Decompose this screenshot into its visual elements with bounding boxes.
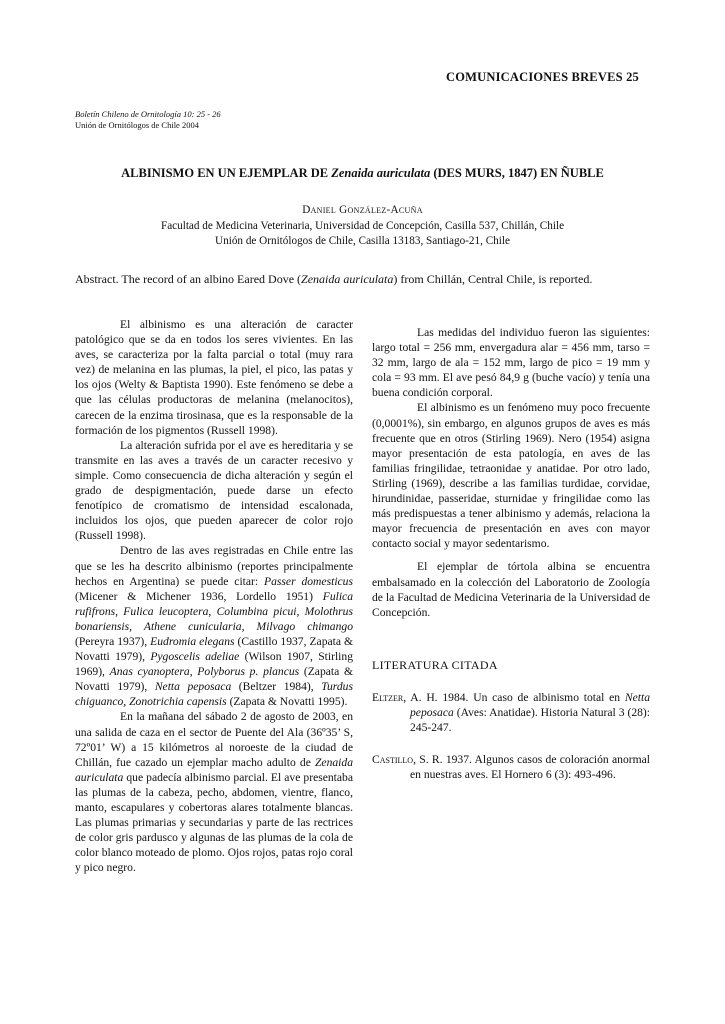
author-name: Daniel González-Acuña bbox=[302, 204, 423, 216]
abstract-text: Abstract. The record of an albino Eared Dove ( bbox=[75, 272, 302, 286]
journal-citation bbox=[75, 109, 221, 131]
author-affiliation-2: Unión de Ornitólogos de Chile, Casilla 13183, Santiago-21, Chile bbox=[215, 235, 510, 247]
paragraph-5: Las medidas del individuo fueron las siguientes: largo total = 256 mm, envergadura alar = 456 mm, tarso = 32 mm, largo de ala = 152 mm, largo de pico = 19 mm y cola = 93 mm. El ave pesó 84,9 g (buche vacío) y tenía una buena condición corporal. bbox=[372, 326, 650, 400]
journal-publisher: Unión de Ornitólogos de Chile 2004 bbox=[75, 120, 199, 130]
author-block bbox=[0, 203, 725, 250]
title-text: ALBINISMO EN UN EJEMPLAR DE bbox=[121, 166, 332, 180]
running-header: COMUNICACIONES BREVES 25 bbox=[445, 70, 639, 84]
reference-item: Castillo, S. R. 1937. Algunos casos de coloración anormal en nuestras aves. El Hornero 6 (3): 493-496. bbox=[372, 753, 650, 782]
author-affiliation-1: Facultad de Medicina Veterinaria, Universidad de Concepción, Casilla 537, Chillán, Chile bbox=[160, 219, 565, 232]
paragraph-4: En la mañana del sábado 2 de agosto de 2003, en una salida de caza en el sector de Puente del Ala (36º35’ S, 72º01’ W) a 15 kilómetros al noroeste de la ciudad de Chillán, fue cazado un ejemplar macho adulto de Zenaida auriculata que padecía albinismo parcial. El ave presentaba las plumas de la cabeza, pecho, abdomen, vientre, flanco, manto, escapulares y cobertoras alares totalmente blancas. Las plumas primarias y secundarias y parte de las rectrices de color gris pardusco y algunas de las plumas de la cola de color blanco moteado de plomo. Ojos rojos, patas rojo coral y pico negro. bbox=[75, 710, 353, 875]
abstract-text-end: ) from Chillán, Central Chile, is reported. bbox=[393, 272, 593, 286]
title-species: Zenaida auriculata bbox=[331, 166, 431, 180]
article-title bbox=[0, 166, 725, 181]
paragraph-1: El albinismo es una alteración de caracter patológico que se da en todos los seres vivientes. En las aves, se caracteriza por la falta parcial o total (muy rara vez) de melanina en las plumas, la piel, el pico, las patas y los ojos (Welty & Baptista 1990). Este fenómeno se debe a que las células productoras de melanina (melanocitos), carecen de la enzima tirosinasa, que es la responsable de la formación de los pigmentos (Russell 1998). bbox=[75, 318, 353, 437]
abstract bbox=[75, 272, 650, 287]
paragraph-7: El ejemplar de tórtola albina se encuentra embalsamado en la colección del Laboratorio de Zoología de la Facultad de Medicina Veterinaria de la Universidad de Concepción. bbox=[372, 560, 650, 619]
reference-item: Eltzer, A. H. 1984. Un caso de albinismo total en Netta peposaca (Aves: Anatidae). Historia Natural 3 (28): 245-247. bbox=[372, 690, 650, 735]
abstract-species: Zenaida auriculata bbox=[301, 272, 394, 286]
paragraph-2: La alteración sufrida por el ave es hereditaria y se transmite en las aves a través de un caracter recesivo y simple. Como consecuencia de dicha alteración y según el grado de despigmentación, puede darse un efecto fenotípico de cromatismo de intensidad escalonada, incluidos los ojos, que pueden aparecer de color rojo (Russell 1998). bbox=[75, 438, 353, 543]
paragraph-6: El albinismo es un fenómeno muy poco frecuente (0,0001%), sin embargo, en algunos grupos de aves es más frecuente que en otros (Stirling 1969). Nero (1954) asigna mayor presentación de esta patología, en aves de las familias fringilidae, tetraonidae y anatidae. Por otro lado, Stirling (1969), describe a las familias turdidae, corvidae, hirundinidae, passeridae, sturnidae y fringilidae como las más predispuestas a tener albinismo y además, relaciona la mayor frecuencia de presentación en aves con mayor contacto social y mayor sedentarismo. bbox=[372, 401, 650, 551]
journal-name: Boletín Chileno de Ornitología 10: 25 - 26 bbox=[75, 109, 221, 119]
paragraph-3: Dentro de las aves registradas en Chile entre las que se les ha descrito albinismo (reportes principalmente hechos en Argentina) se puede citar: Passer domesticus (Micener & Michener 1936, Lordello 1951) Fulica rufifrons, Fulica leucoptera, Columbina picui, Molothrus bonariensis, Athene cunicularia, Milvago chimango (Pereyra 1937), Eudromia elegans (Castillo 1937, Zapata & Novatti 1979), Pygoscelis adeliae (Wilson 1907, Stirling 1969), Anas cyanoptera, Polyborus p. plancus (Zapata & Novatti 1979), Netta peposaca (Beltzer 1984), Turdus chiguanco, Zonotrichia capensis (Zapata & Novatti 1995). bbox=[75, 544, 353, 709]
title-text-end: (DES MURS, 1847) EN ÑUBLE bbox=[430, 166, 604, 180]
right-column bbox=[372, 317, 650, 782]
literature-heading: LITERATURA CITADA bbox=[372, 657, 498, 672]
left-column bbox=[75, 317, 353, 875]
